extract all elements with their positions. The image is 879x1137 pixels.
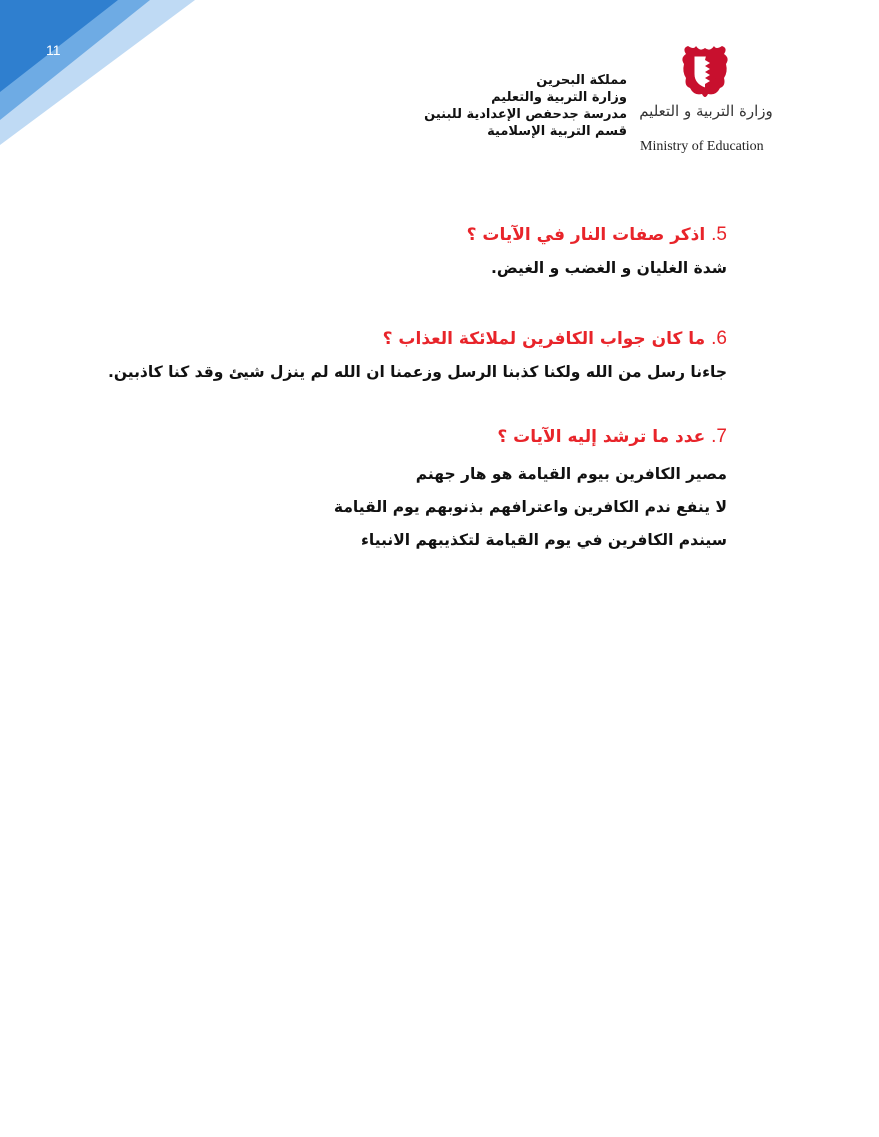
- question-block: [127, 222, 727, 280]
- question-block: [107, 326, 727, 384]
- page-number: 11: [46, 42, 61, 58]
- answer-text: لا ينفع ندم الكافرين واعترافهم بذنوبهم يوم القيامة: [333, 498, 727, 516]
- question-heading: [127, 222, 727, 248]
- question-number: 5.: [711, 224, 727, 245]
- question-block: [127, 424, 727, 557]
- question-heading: [127, 326, 727, 352]
- school-line-kingdom: مملكة البحرين: [536, 73, 627, 88]
- school-line-school: مدرسة جدحفص الإعدادية للبنين: [424, 107, 627, 122]
- bahrain-emblem-icon: [680, 44, 730, 102]
- questions-content: [107, 222, 727, 603]
- school-line-ministry: وزارة التربية والتعليم: [491, 90, 627, 105]
- school-line-department: قسم التربية الإسلامية: [487, 124, 627, 139]
- question-number: 6.: [711, 328, 727, 349]
- question-text: عدد ما ترشد إليه الآيات ؟: [497, 427, 706, 447]
- question-heading: [127, 424, 727, 450]
- question-number: 7.: [711, 426, 727, 447]
- answer-text: شدة الغليان و الغضب و الغيض.: [491, 259, 727, 277]
- answer-text: مصير الكافرين بيوم القيامة هو هار جهنم: [415, 465, 727, 483]
- question-text: اذكر صفات النار في الآيات ؟: [466, 225, 706, 245]
- question-text: ما كان جواب الكافرين لملائكة العذاب ؟: [382, 329, 706, 349]
- answer-text: سيندم الكافرين في يوم القيامة لتكذيبهم الانبياء: [361, 531, 727, 549]
- logo-english-text: Ministry of Education: [640, 139, 764, 154]
- logo-arabic-text: وزارة التربية و التعليم: [639, 102, 773, 120]
- ministry-logo: [636, 44, 776, 159]
- answer-text: جاءنا رسل من الله ولكنا كذبنا الرسل وزعمنا ان الله لم ينزل شيئ وقد كنا كاذبين.: [107, 363, 727, 381]
- school-info: [424, 72, 627, 140]
- corner-decoration: [0, 0, 200, 145]
